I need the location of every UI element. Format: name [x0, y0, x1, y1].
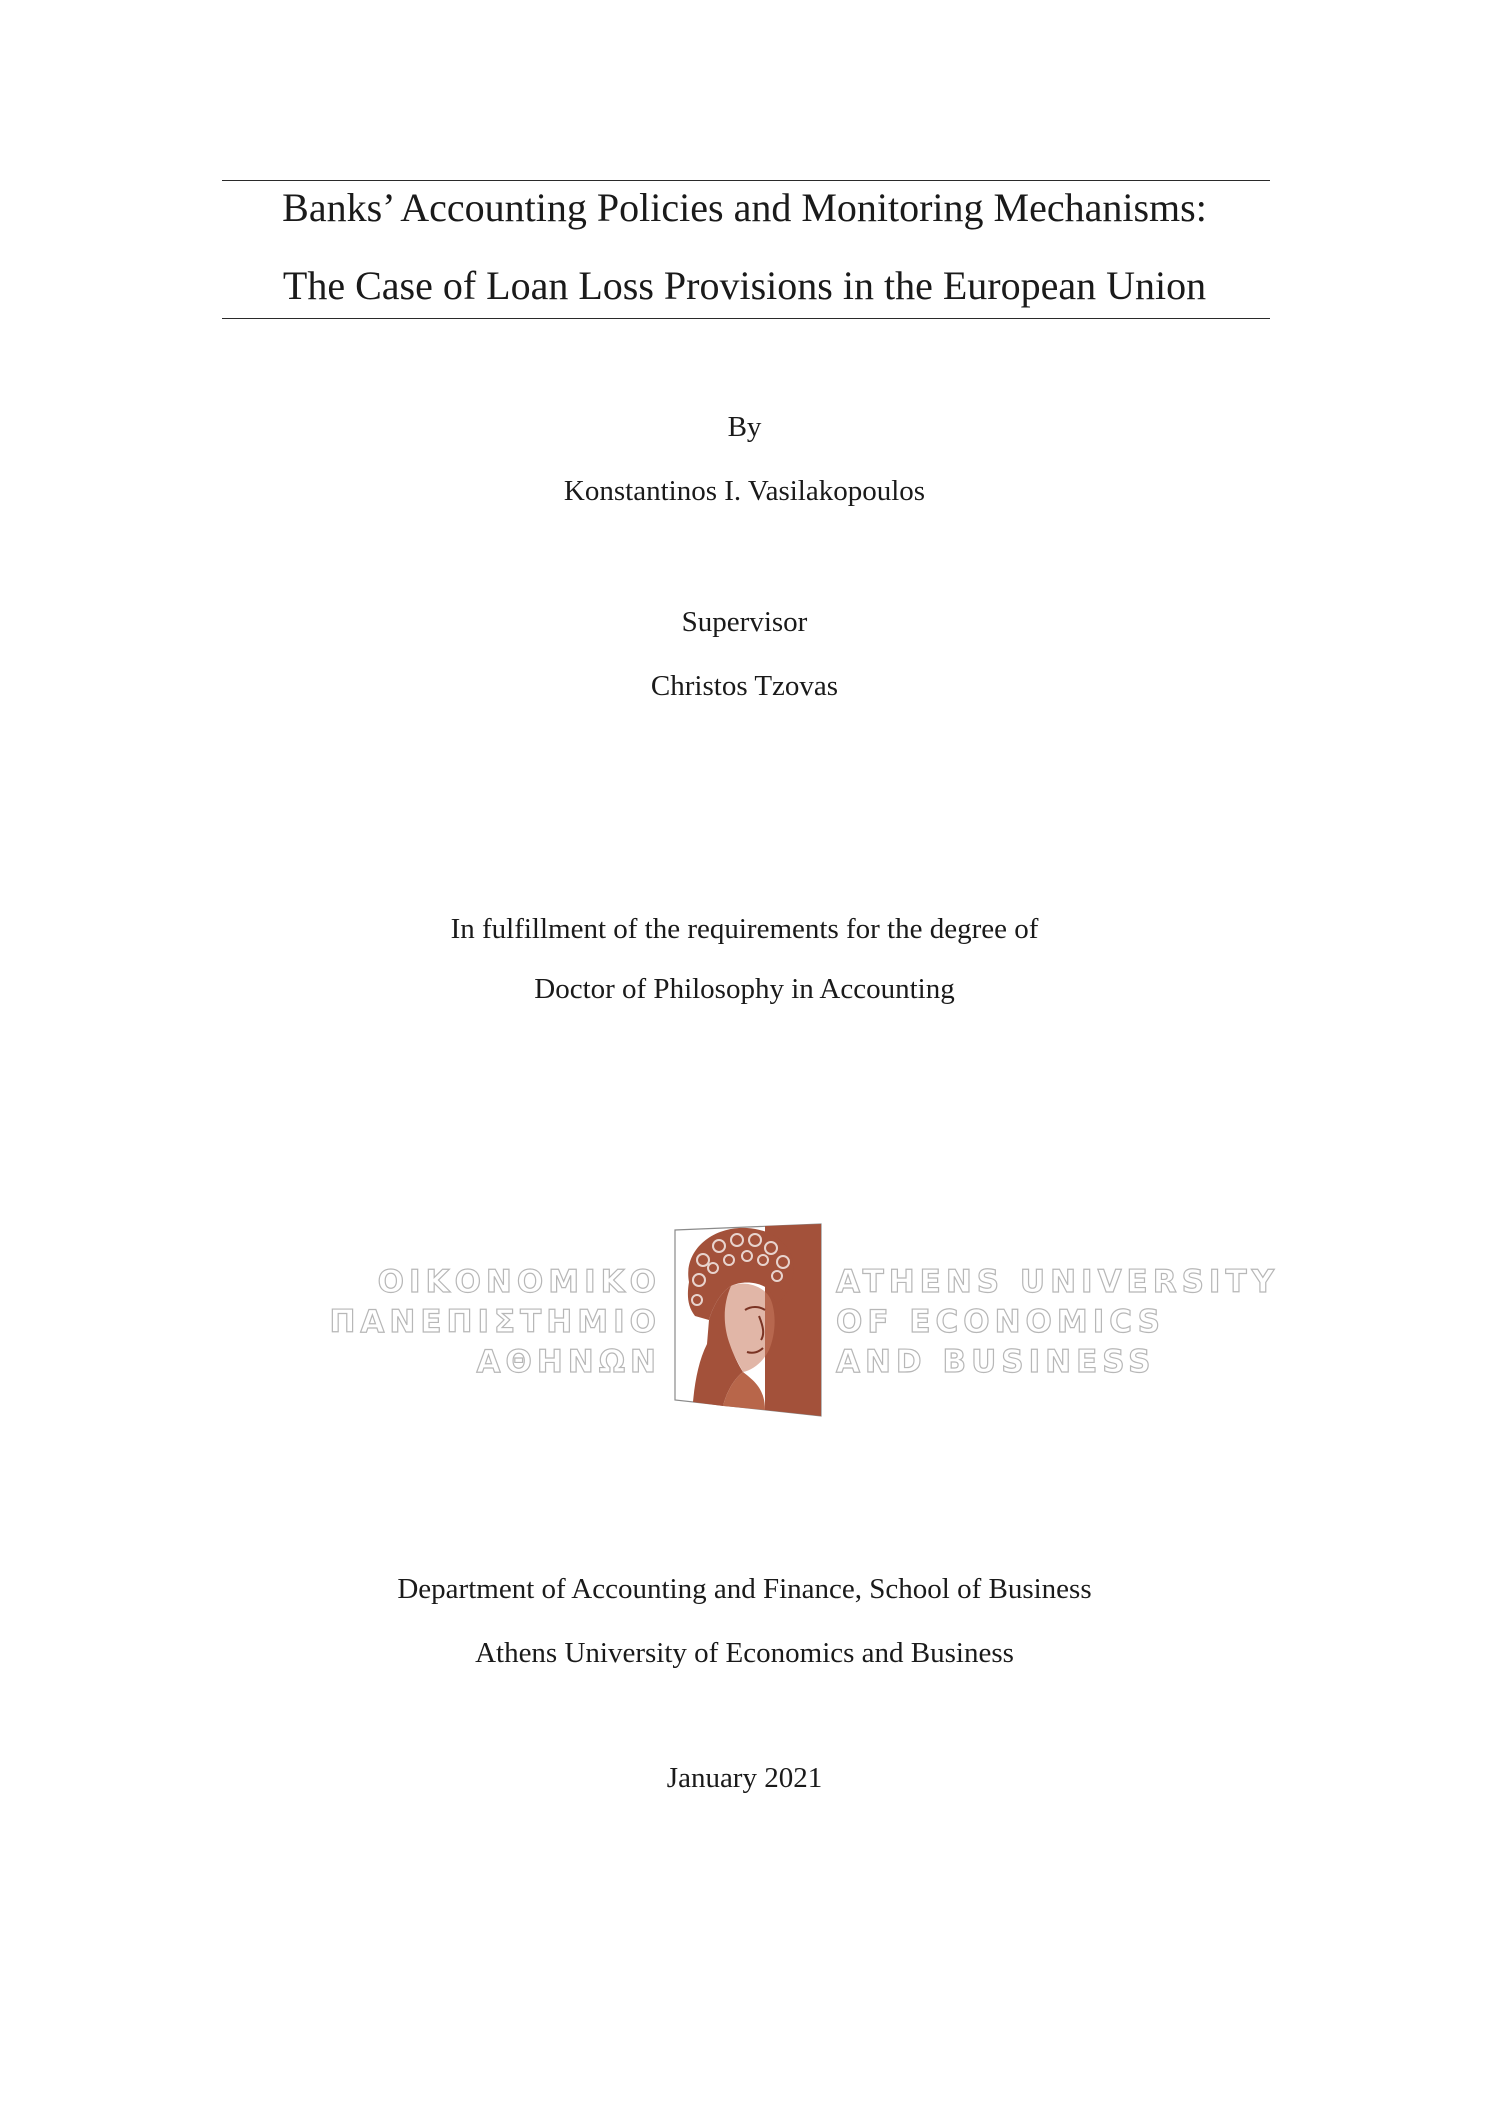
- logo-greek-wordmark: [316, 1262, 661, 1382]
- university-logo: [316, 1220, 1280, 1420]
- logo-greek-line-1: ΟΙΚΟΝΟΜΙΚΟ: [377, 1264, 661, 1300]
- thesis-title-line-2: The Case of Loan Loss Provisions in the European Union: [282, 263, 1207, 308]
- logo-greek-line-2: ΠΑΝΕΠΙΣΤΗΜΙΟ: [329, 1304, 661, 1340]
- hermes-bust-icon: [673, 1220, 823, 1420]
- logo-english-wordmark: [836, 1262, 1279, 1382]
- university-name: Athens University of Economics and Business: [475, 1637, 1014, 1669]
- author-label: By: [727, 411, 762, 443]
- title-top-rule: [222, 180, 1270, 181]
- title-bottom-rule: [222, 318, 1270, 319]
- logo-greek-line-3: ΑΘΗΝΩΝ: [476, 1344, 661, 1380]
- supervisor-label: Supervisor: [681, 606, 808, 638]
- logo-english-line-3: AND BUSINESS: [836, 1344, 1156, 1380]
- submission-date: January 2021: [666, 1762, 823, 1794]
- thesis-title-line-1: Banks’ Accounting Policies and Monitoring Mechanisms:: [282, 185, 1207, 230]
- logo-english-line-1: ATHENS UNIVERSITY: [836, 1264, 1280, 1300]
- supervisor-name: Christos Tzovas: [650, 670, 839, 702]
- logo-english-line-2: OF ECONOMICS: [836, 1304, 1165, 1340]
- author-name: Konstantinos I. Vasilakopoulos: [563, 475, 926, 507]
- department-name: Department of Accounting and Finance, School of Business: [397, 1573, 1092, 1605]
- degree-statement-line-1: In fulfillment of the requirements for the degree of: [450, 913, 1039, 945]
- degree-statement-line-2: Doctor of Philosophy in Accounting: [534, 973, 955, 1005]
